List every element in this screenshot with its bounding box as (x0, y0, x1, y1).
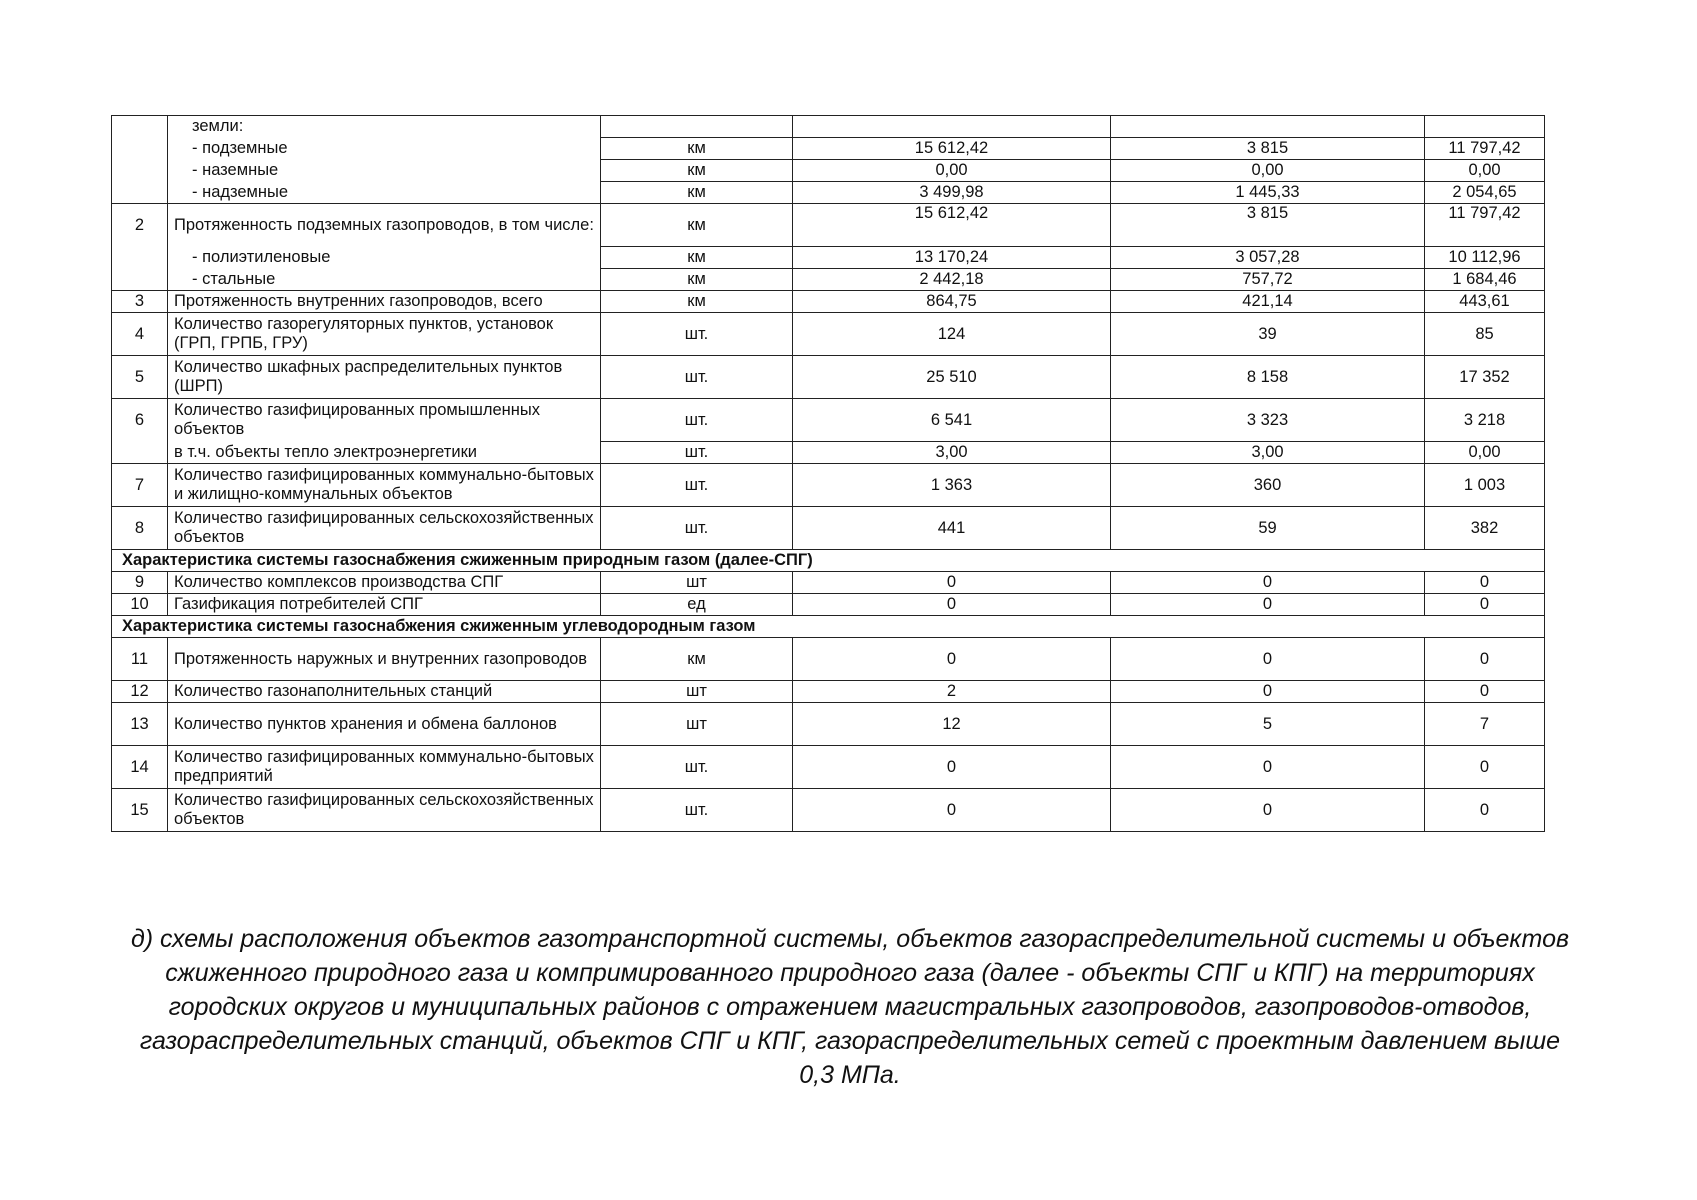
row-label: Протяженность подземных газопроводов, в том числе: (168, 204, 601, 247)
row-value-2 (1111, 116, 1425, 138)
row-value-2: 3,00 (1111, 442, 1425, 464)
row-value-1: 25 510 (793, 356, 1111, 399)
row-number: 12 (112, 681, 168, 703)
row-value-3: 1 684,46 (1425, 269, 1545, 291)
table-row (112, 789, 1545, 832)
section-header-row (112, 616, 1545, 638)
table-row (112, 247, 1545, 269)
row-unit: км (601, 182, 793, 204)
row-unit: шт. (601, 464, 793, 507)
row-value-1: 0 (793, 594, 1111, 616)
row-value-3: 3 218 (1425, 399, 1545, 442)
row-number (112, 138, 168, 160)
row-label: - подземные (168, 138, 601, 160)
row-value-2: 0 (1111, 572, 1425, 594)
row-value-1: 13 170,24 (793, 247, 1111, 269)
row-label: Количество комплексов производства СПГ (168, 572, 601, 594)
row-label: Количество газифицированных промышленных объектов (168, 399, 601, 442)
row-label: Количество пунктов хранения и обмена баллонов (168, 703, 601, 746)
row-number (112, 247, 168, 269)
row-unit: км (601, 160, 793, 182)
row-unit: км (601, 247, 793, 269)
row-number: 2 (112, 204, 168, 247)
row-number: 8 (112, 507, 168, 550)
row-unit: км (601, 204, 793, 247)
row-value-2: 0,00 (1111, 160, 1425, 182)
row-value-2: 39 (1111, 313, 1425, 356)
row-value-1: 2 442,18 (793, 269, 1111, 291)
row-value-3: 0 (1425, 789, 1545, 832)
table-row (112, 746, 1545, 789)
row-value-2: 360 (1111, 464, 1425, 507)
row-label: Газификация потребителей СПГ (168, 594, 601, 616)
row-unit: шт. (601, 746, 793, 789)
row-value-1: 441 (793, 507, 1111, 550)
row-value-2: 421,14 (1111, 291, 1425, 313)
row-unit: км (601, 638, 793, 681)
row-value-3: 17 352 (1425, 356, 1545, 399)
row-label: - стальные (168, 269, 601, 291)
row-number (112, 182, 168, 204)
row-label: Протяженность внутренних газопроводов, всего (168, 291, 601, 313)
row-number: 11 (112, 638, 168, 681)
row-value-3: 11 797,42 (1425, 204, 1545, 247)
row-label: Количество газорегуляторных пунктов, установок (ГРП, ГРПБ, ГРУ) (168, 313, 601, 356)
row-label: - полиэтиленовые (168, 247, 601, 269)
table-row (112, 703, 1545, 746)
row-value-3: 1 003 (1425, 464, 1545, 507)
row-value-1: 0 (793, 789, 1111, 832)
row-number: 10 (112, 594, 168, 616)
row-label: Количество газифицированных сельскохозяйственных объектов (168, 507, 601, 550)
table-row (112, 291, 1545, 313)
row-number: 13 (112, 703, 168, 746)
row-unit: шт (601, 572, 793, 594)
row-value-1 (793, 116, 1111, 138)
row-value-2: 3 057,28 (1111, 247, 1425, 269)
row-number (112, 442, 168, 464)
row-value-2: 0 (1111, 746, 1425, 789)
table-row (112, 116, 1545, 138)
row-value-3: 0 (1425, 746, 1545, 789)
row-value-1: 0 (793, 746, 1111, 789)
row-label: - наземные (168, 160, 601, 182)
row-value-3: 382 (1425, 507, 1545, 550)
row-value-2: 1 445,33 (1111, 182, 1425, 204)
row-value-1: 124 (793, 313, 1111, 356)
row-value-2: 757,72 (1111, 269, 1425, 291)
row-value-2: 3 323 (1111, 399, 1425, 442)
row-number: 14 (112, 746, 168, 789)
row-label: Количество газифицированных коммунально-бытовых предприятий (168, 746, 601, 789)
row-value-3: 85 (1425, 313, 1545, 356)
row-number: 7 (112, 464, 168, 507)
row-value-3: 11 797,42 (1425, 138, 1545, 160)
table-row (112, 442, 1545, 464)
table-row (112, 138, 1545, 160)
row-unit: шт. (601, 399, 793, 442)
row-value-3: 0 (1425, 681, 1545, 703)
row-number (112, 116, 168, 138)
table-row (112, 356, 1545, 399)
row-unit: ед (601, 594, 793, 616)
row-value-3: 0,00 (1425, 442, 1545, 464)
row-value-1: 1 363 (793, 464, 1111, 507)
row-value-2: 3 815 (1111, 204, 1425, 247)
row-value-1: 864,75 (793, 291, 1111, 313)
row-label: Количество шкафных распределительных пунктов (ШРП) (168, 356, 601, 399)
row-number (112, 269, 168, 291)
table-row (112, 681, 1545, 703)
section-title: Характеристика системы газоснабжения сжиженным углеводородным газом (112, 616, 1545, 638)
section-caption: д) схемы расположения объектов газотранспортной системы, объектов газораспределительной системы и объектов сжиженного природного газа и компримированного природного газа (далее - объекты СПГ и КПГ) на территориях городских округов и муниципальных районов с отражением магистральных газопроводов, газопроводов-отводов, газораспределительных станций, объектов СПГ и КПГ, газораспределительных сетей с проектным давлением выше 0,3 МПа. (130, 925, 1570, 1089)
data-table (111, 115, 1545, 832)
table-row (112, 507, 1545, 550)
row-value-3: 0 (1425, 572, 1545, 594)
row-label: земли: (168, 116, 601, 138)
row-value-1: 2 (793, 681, 1111, 703)
row-unit: км (601, 269, 793, 291)
row-unit: шт (601, 681, 793, 703)
row-number: 15 (112, 789, 168, 832)
section-header-row (112, 550, 1545, 572)
row-value-3: 10 112,96 (1425, 247, 1545, 269)
row-value-3: 443,61 (1425, 291, 1545, 313)
table-row (112, 269, 1545, 291)
row-value-1: 15 612,42 (793, 138, 1111, 160)
row-unit (601, 116, 793, 138)
table-row (112, 399, 1545, 442)
row-value-2: 0 (1111, 789, 1425, 832)
row-value-3 (1425, 116, 1545, 138)
row-value-2: 0 (1111, 594, 1425, 616)
row-value-2: 3 815 (1111, 138, 1425, 160)
row-value-2: 59 (1111, 507, 1425, 550)
row-unit: км (601, 291, 793, 313)
row-unit: шт. (601, 442, 793, 464)
row-number: 3 (112, 291, 168, 313)
table-row (112, 204, 1545, 247)
row-number: 6 (112, 399, 168, 442)
row-number: 9 (112, 572, 168, 594)
row-label: Протяженность наружных и внутренних газопроводов (168, 638, 601, 681)
row-unit: шт (601, 703, 793, 746)
row-label: в т.ч. объекты тепло электроэнергетики (168, 442, 601, 464)
row-unit: шт. (601, 356, 793, 399)
row-label: - надземные (168, 182, 601, 204)
row-value-3: 2 054,65 (1425, 182, 1545, 204)
row-value-1: 3,00 (793, 442, 1111, 464)
row-value-3: 0,00 (1425, 160, 1545, 182)
row-unit: шт. (601, 507, 793, 550)
row-number: 4 (112, 313, 168, 356)
row-label: Количество газифицированных сельскохозяйственных объектов (168, 789, 601, 832)
section-title: Характеристика системы газоснабжения сжиженным природным газом (далее-СПГ) (112, 550, 1545, 572)
table-row (112, 572, 1545, 594)
table-row (112, 638, 1545, 681)
row-value-2: 8 158 (1111, 356, 1425, 399)
row-unit: км (601, 138, 793, 160)
row-value-1: 15 612,42 (793, 204, 1111, 247)
row-value-1: 0,00 (793, 160, 1111, 182)
row-value-1: 12 (793, 703, 1111, 746)
row-value-3: 0 (1425, 594, 1545, 616)
row-value-1: 0 (793, 638, 1111, 681)
table-row (112, 594, 1545, 616)
row-number: 5 (112, 356, 168, 399)
table-row (112, 160, 1545, 182)
row-value-3: 0 (1425, 638, 1545, 681)
row-value-2: 5 (1111, 703, 1425, 746)
row-number (112, 160, 168, 182)
table-row (112, 182, 1545, 204)
row-value-3: 7 (1425, 703, 1545, 746)
row-value-1: 0 (793, 572, 1111, 594)
row-unit: шт. (601, 313, 793, 356)
row-value-2: 0 (1111, 638, 1425, 681)
row-value-1: 6 541 (793, 399, 1111, 442)
table-row (112, 464, 1545, 507)
row-label: Количество газифицированных коммунально-бытовых и жилищно-коммунальных объектов (168, 464, 601, 507)
row-value-1: 3 499,98 (793, 182, 1111, 204)
table-row (112, 313, 1545, 356)
row-unit: шт. (601, 789, 793, 832)
row-label: Количество газонаполнительных станций (168, 681, 601, 703)
row-value-2: 0 (1111, 681, 1425, 703)
